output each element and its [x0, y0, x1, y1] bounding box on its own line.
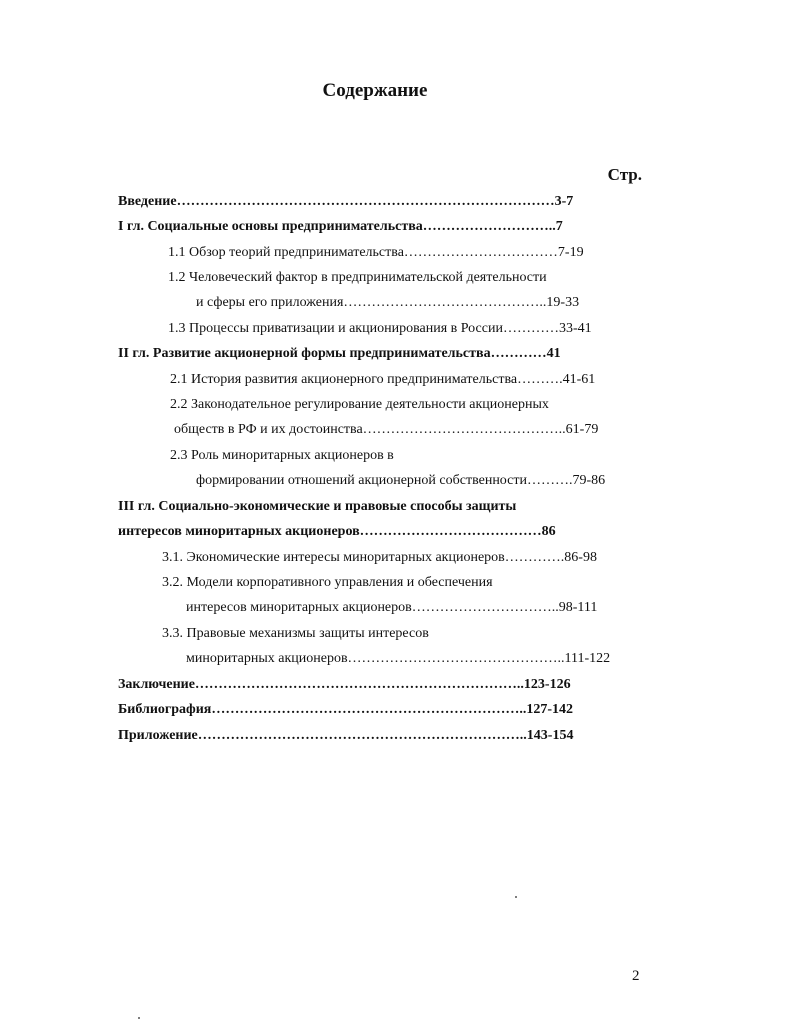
toc-entry-1-2-cont: и сферы его приложения……………………………………..19-33	[196, 295, 580, 310]
toc-entry-bibliography: Библиография…………………………………………………………..127-142	[118, 702, 574, 717]
toc-entry-2-3: 2.3 Роль миноритарных акционеров в	[170, 448, 394, 463]
page-column-header: Стр.	[607, 165, 642, 184]
toc-entry-2-2: 2.2 Законодательное регулирование деятельности акционерных	[170, 397, 549, 412]
toc-entry-chapter-1: I гл. Социальные основы предпринимательства………………………..7	[118, 219, 563, 234]
page-number: 2	[632, 968, 640, 984]
page-title: Содержание	[322, 80, 428, 101]
toc-entry-appendix: Приложение……………………………………………………………..143-154	[118, 728, 574, 743]
toc-entry-2-3-cont: формировании отношений акционерной собственности……….79-86	[196, 473, 606, 488]
toc-entry-3-2-cont: интересов миноритарных акционеров…………………………..98-111	[186, 600, 598, 615]
toc-entry-chapter-3-cont: интересов миноритарных акционеров…………………………………86	[118, 524, 556, 539]
toc-entry-chapter-2: II гл. Развитие акционерной формы предпринимательства…………41	[118, 346, 561, 361]
toc-entry-introduction: Введение………………………………………………………………………3-7	[118, 194, 574, 209]
scan-speck	[515, 896, 517, 898]
toc-entry-3-2: 3.2. Модели корпоративного управления и обеспечения	[162, 575, 493, 590]
toc-entry-1-3: 1.3 Процессы приватизации и акционирования в России…………33-41	[168, 321, 592, 336]
toc-entry-2-2-cont: обществ в РФ и их достоинства……………………………………..61-79	[174, 422, 599, 437]
toc-entry-chapter-3: III гл. Социально-экономические и правовые способы защиты	[118, 499, 517, 514]
toc-entry-1-2: 1.2 Человеческий фактор в предпринимательской деятельности	[168, 270, 547, 285]
toc-entry-3-3-cont: миноритарных акционеров………………………………………..111-122	[186, 651, 611, 666]
toc-entry-2-1: 2.1 История развития акционерного предпринимательства……….41-61	[170, 372, 596, 387]
toc-entry-1-1: 1.1 Обзор теорий предпринимательства……………………………7-19	[168, 245, 584, 260]
toc-entry-conclusion: Заключение……………………………………………………………..123-126	[118, 677, 571, 692]
scan-speck	[138, 1017, 140, 1019]
toc-entry-3-3: 3.3. Правовые механизмы защиты интересов	[162, 626, 429, 641]
toc-entry-3-1: 3.1. Экономические интересы миноритарных акционеров………….86-98	[162, 550, 597, 565]
